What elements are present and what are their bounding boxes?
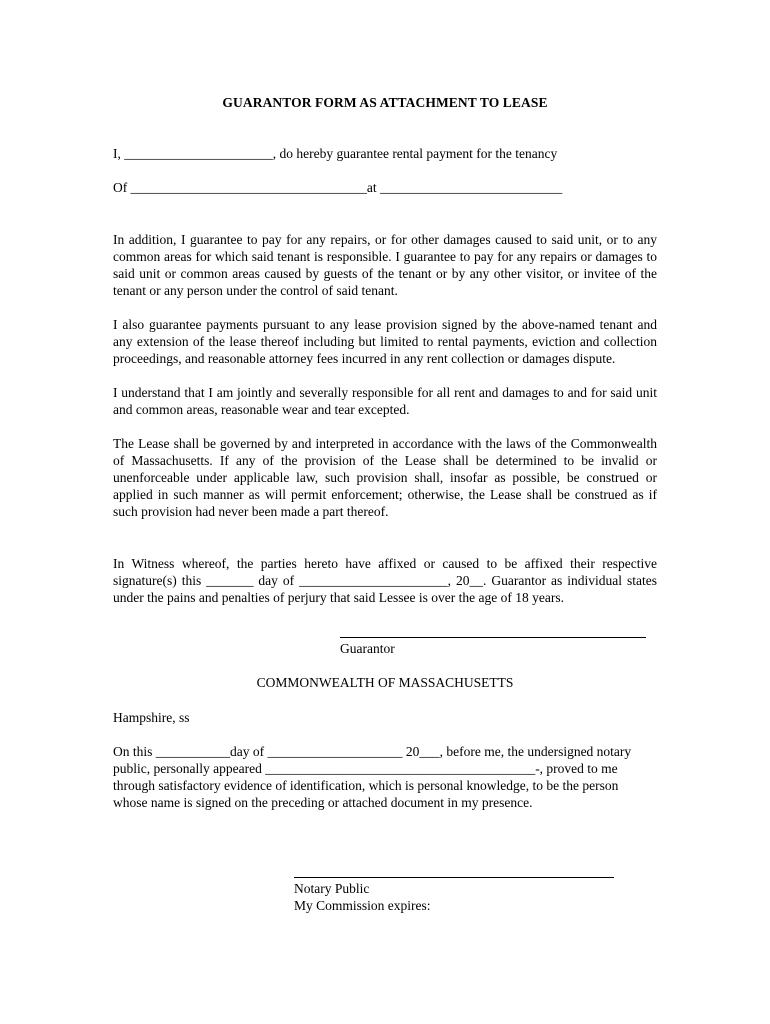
guarantor-name-line: I, ______________________, do hereby guarantee rental payment for the tenancy xyxy=(113,146,558,161)
county-line: Hampshire, ss xyxy=(113,710,190,725)
notary-line-3: through satisfactory evidence of identification, which is personal knowledge, to be the person xyxy=(113,778,619,793)
notary-line-1: On this ___________day of ____________________ 20___, before me, the undersigned notary xyxy=(113,744,632,759)
joint-liability-paragraph: I understand that I am jointly and severally responsible for all rent and damages to and for said unit and common areas, reasonable wear and tear excepted. xyxy=(113,385,657,417)
tenancy-of-at-line: Of ___________________________________at ___________________________ xyxy=(113,180,563,195)
notary-line-4: whose name is signed on the preceding or attached document in my presence. xyxy=(113,795,533,810)
notary-public-label: Notary Public xyxy=(294,881,370,896)
witness-paragraph: In Witness whereof, the parties hereto have affixed or caused to be affixed their respective signature(s) this _______ day of ______________________, 20__. Guarantor as individual states under the pains and penalties of perjury that said Lessee is over the age of 18 years. xyxy=(113,556,657,605)
commission-expires-label: My Commission expires: xyxy=(294,898,431,913)
notary-signature-line xyxy=(294,877,614,878)
commonwealth-heading: COMMONWEALTH OF MASSACHUSETTS xyxy=(256,675,514,690)
notary-line-2: public, personally appeared ________________________________________-, proved to me xyxy=(113,761,618,776)
repairs-paragraph: In addition, I guarantee to pay for any repairs, or for other damages caused to said unit, or to any common areas for which said tenant is responsible. I guarantee to pay for any repairs or damages to said unit or common areas caused by guests of the tenant or by any other visitor, or invitee of the tenant or any person under the control of said tenant. xyxy=(113,232,657,298)
document-title: GUARANTOR FORM AS ATTACHMENT TO LEASE xyxy=(222,95,548,110)
payments-paragraph: I also guarantee payments pursuant to any lease provision signed by the above-named tenant and any extension of the lease thereof including but limited to rental payments, eviction and collection proceedings, and reasonable attorney fees incurred in any rent collection or damages dispute. xyxy=(113,317,657,366)
guarantor-signature-line xyxy=(340,637,646,638)
guarantor-label: Guarantor xyxy=(340,641,395,656)
governing-law-paragraph: The Lease shall be governed by and interpreted in accordance with the laws of the Commonwealth of Massachusetts. If any of the provision of the Lease shall be determined to be invalid or unenforceable under applicable law, such provision shall, insofar as possible, be construed or applied in such manner as will permit enforcement; otherwise, the Lease shall be construed as if such provision had never been made a part thereof. xyxy=(113,436,657,519)
